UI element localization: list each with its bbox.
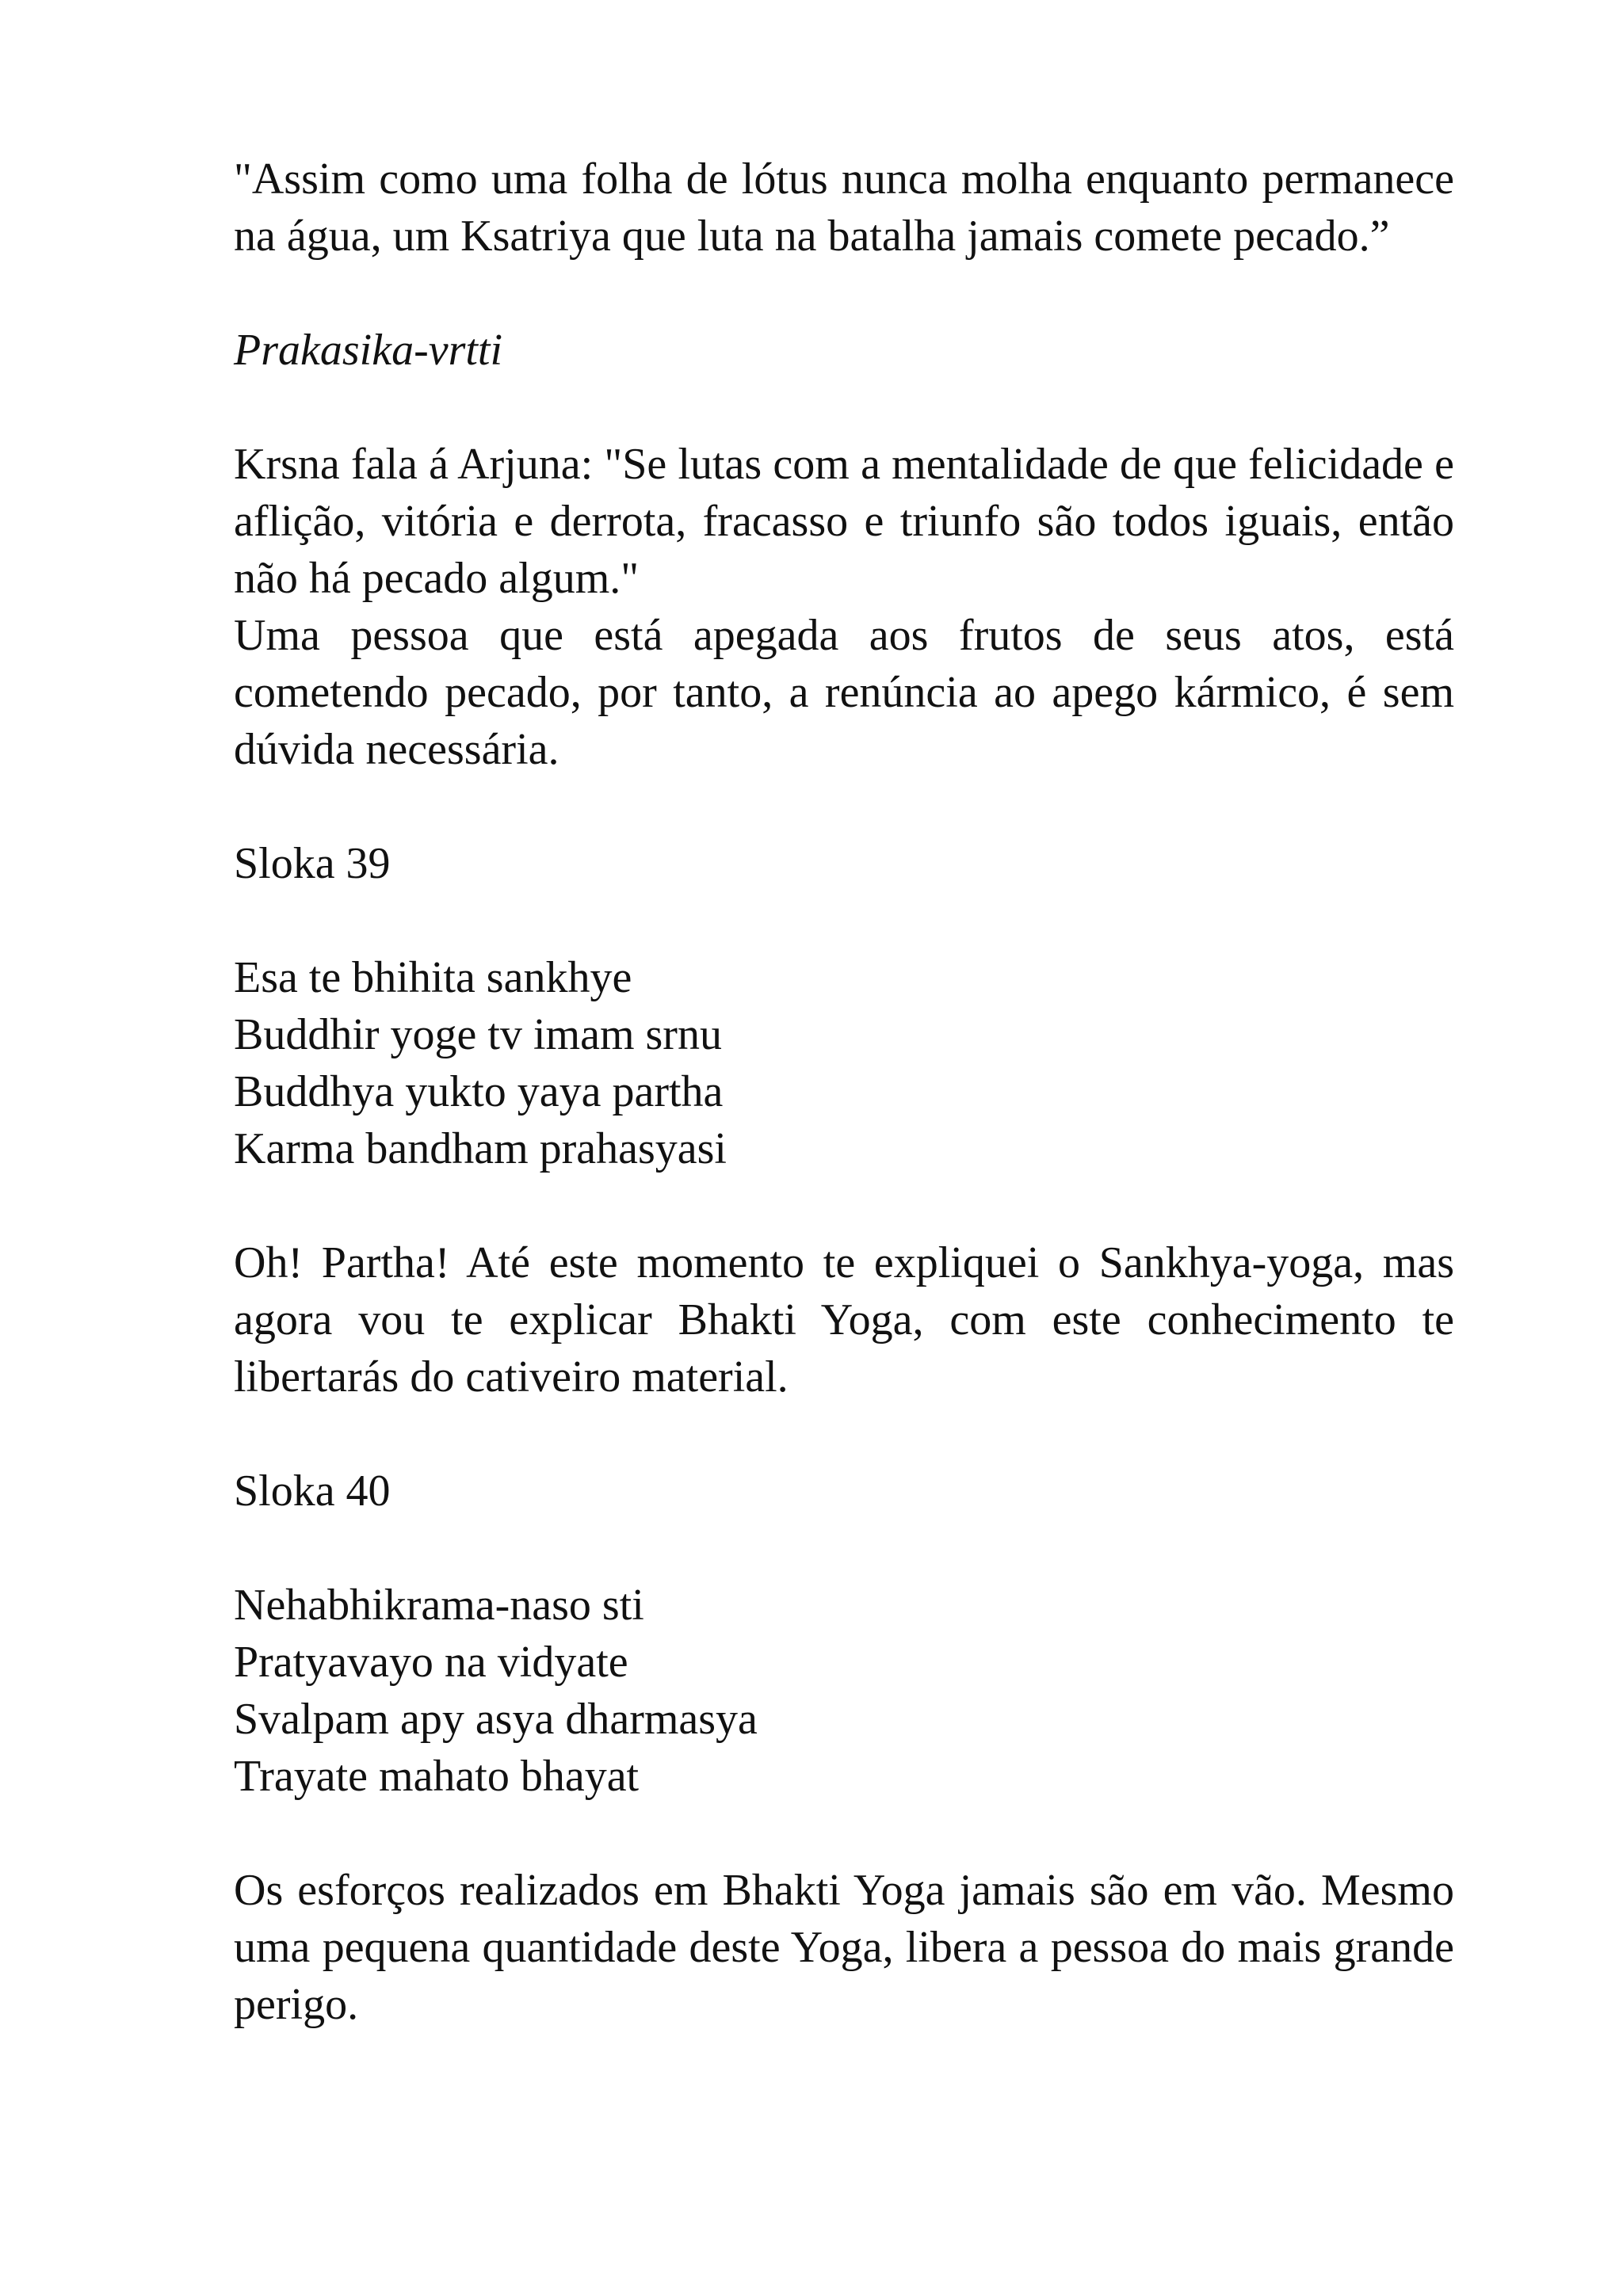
spacer [234, 892, 1454, 949]
commentary-paragraph: Uma pessoa que está apegada aos frutos de seus atos, está cometendo pecado, por tanto, a renúncia ao apego kármico, é sem dúvida necessária. [234, 611, 1454, 774]
commentary-heading: Prakasika-vrtti [234, 326, 503, 375]
spacer [234, 1177, 1454, 1234]
spacer [234, 778, 1454, 835]
verse-line: Svalpam apy asya dharmasya [234, 1695, 758, 1744]
verse-line: Pratyavayo na vidyate [234, 1638, 628, 1687]
verse-line: Esa te bhihita sankhye [234, 953, 632, 1002]
commentary-paragraph: Krsna fala á Arjuna: "Se lutas com a mentalidade de que felicidade e aflição, vitória e derrota, fracasso e triunfo são todos iguais, então não há pecado algum." [234, 440, 1454, 603]
document-page [234, 151, 1454, 2033]
sloka-40-heading: Sloka 40 [234, 1466, 391, 1516]
verse-line: Buddhir yoge tv imam srnu [234, 1010, 722, 1059]
sloka-40-verse [234, 1577, 1454, 1805]
quote-paragraph: "Assim como uma folha de lótus nunca molha enquanto permanece na água, um Ksatriya que luta na batalha jamais comete pecado.” [234, 154, 1454, 261]
sloka-39-heading: Sloka 39 [234, 839, 391, 888]
verse-line: Buddhya yukto yaya partha [234, 1067, 724, 1116]
verse-line: Trayate mahato bhayat [234, 1752, 640, 1801]
spacer [234, 1805, 1454, 1862]
verse-line: Nehabhikrama-naso sti [234, 1581, 644, 1630]
sloka-39-translation: Oh! Partha! Até este momento te expliquei o Sankhya-yoga, mas agora vou te explicar Bhakti Yoga, com este conhecimento te libertarás do cativeiro material. [234, 1238, 1454, 1402]
spacer [234, 379, 1454, 436]
sloka-40-translation: Os esforços realizados em Bhakti Yoga jamais são em vão. Mesmo uma pequena quantidade deste Yoga, libera a pessoa do mais grande perigo. [234, 1866, 1454, 2029]
sloka-39-verse [234, 949, 1454, 1177]
spacer [234, 265, 1454, 322]
spacer [234, 1405, 1454, 1463]
verse-line: Karma bandham prahasyasi [234, 1124, 727, 1173]
spacer [234, 1520, 1454, 1577]
